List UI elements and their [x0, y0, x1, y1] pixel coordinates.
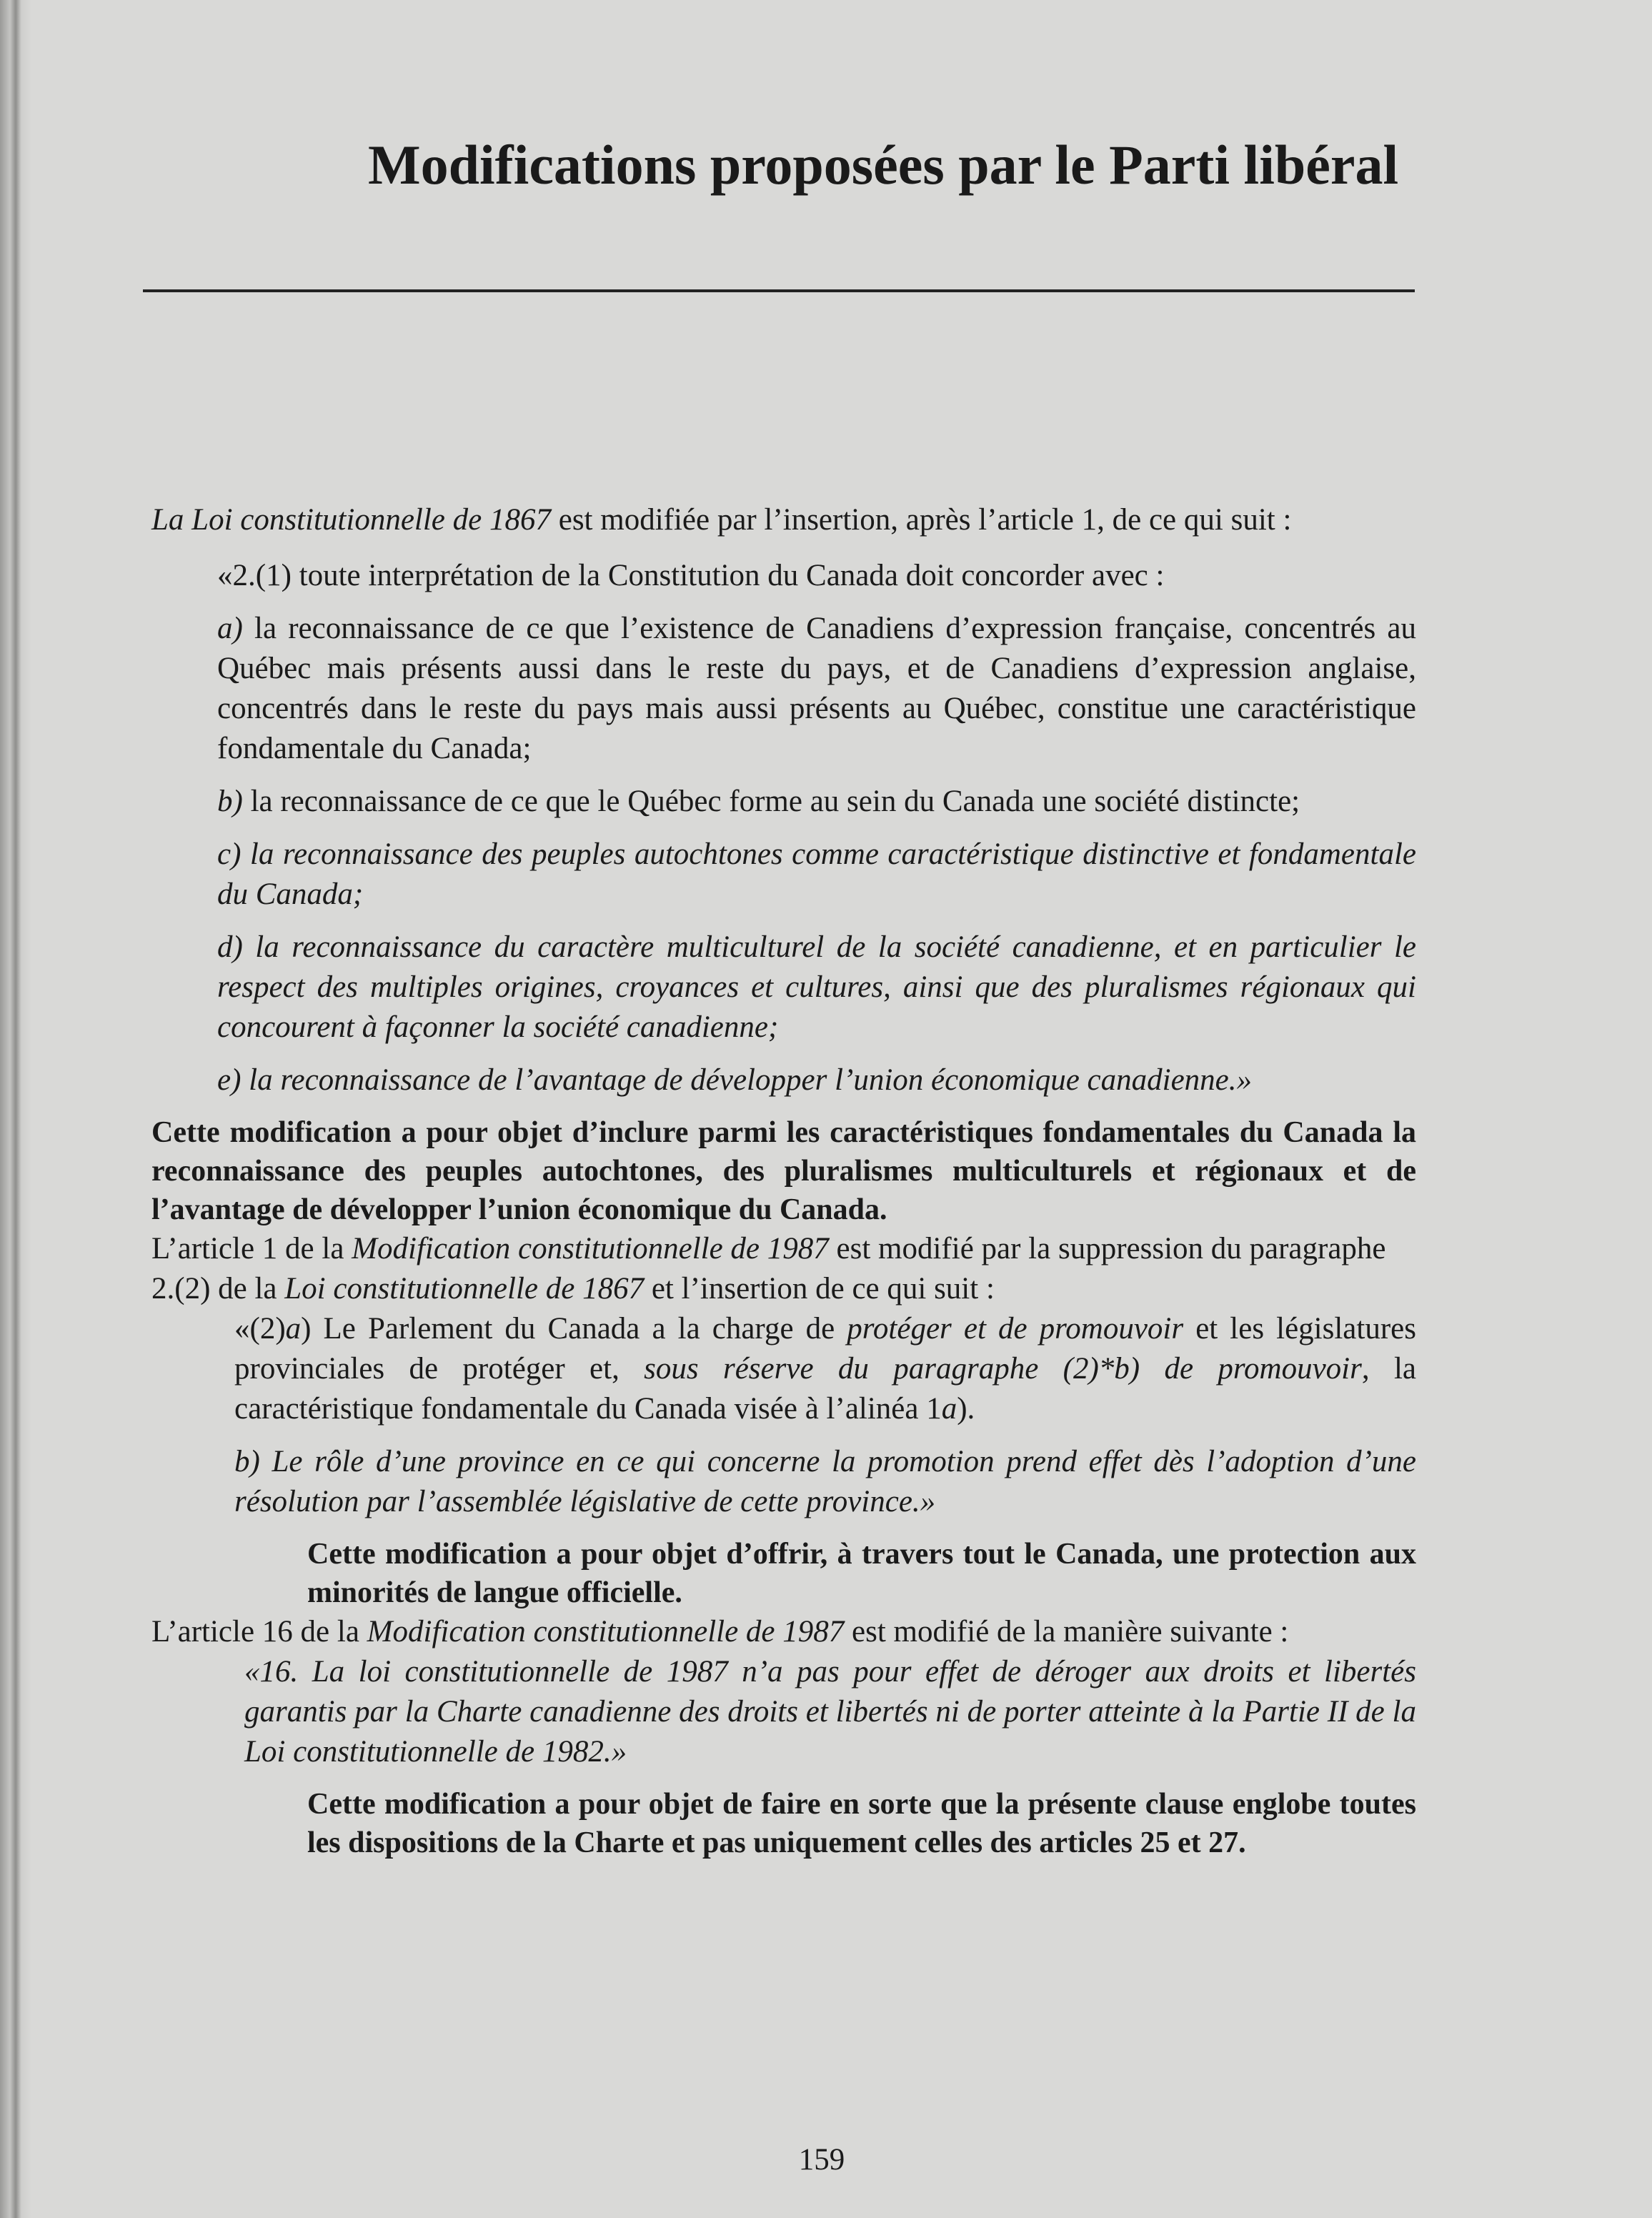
intro-text: est modifiée par l’insertion, après l’article 1, de ce qui suit :	[550, 503, 1292, 537]
section-3-quote	[244, 1652, 1416, 1772]
quote-text: et les législatures provinciales de protéger et,	[234, 1312, 1416, 1386]
paragraph-2-1: «2.(1) toute interprétation de la Constitution du Canada doit concorder avec :	[217, 559, 1165, 592]
quote-text: protéger et de promouvoir	[847, 1312, 1184, 1346]
modification-reference: Modification constitutionnelle de 1987	[352, 1232, 829, 1265]
item-b	[217, 782, 1416, 822]
quote-text: a	[285, 1312, 302, 1346]
quote-text: ).	[957, 1392, 975, 1426]
item-label: a)	[217, 612, 243, 645]
section-2-note: Cette modification a pour objet d’offrir, à travers tout le Canada, une protection aux minorités de langue officielle.	[307, 1538, 1416, 1609]
intro-text: est modifié de la manière suivante :	[844, 1615, 1289, 1648]
quote-text: a	[941, 1392, 957, 1426]
section-3-note: Cette modification a pour objet de faire en sorte que la présente clause englobe toutes les dispositions de la Charte et pas uniquement celles des articles 25 et 27.	[307, 1788, 1416, 1859]
item-text: la reconnaissance de ce que le Québec forme au sein du Canada une société distincte;	[242, 785, 1300, 818]
title-rule	[143, 289, 1415, 292]
section-2-intro	[151, 1229, 1416, 1309]
item-e: e) la reconnaissance de l’avantage de développer l’union économique canadienne.»	[217, 1063, 1252, 1097]
intro-text: et l’insertion de ce qui suit :	[644, 1272, 995, 1306]
article-16: «16. La loi constitutionnelle de 1987 n’a pas pour effet de déroger aux droits et libertés garantis par la Charte canadienne des droits et libertés ni de porter atteinte à la Partie II de la Loi constitutionnelle de 1982.»	[244, 1655, 1416, 1769]
item-text: la reconnaissance de ce que l’existence de Canadiens d’expression française, concentrés au Québec mais présents aussi dans le reste du pays, et de Canadiens d’expression anglaise, concentrés dans le reste du pays mais aussi présents au Québec, constitue une caractéristique fondamentale du Canada;	[217, 612, 1416, 765]
law-reference: La Loi constitutionnelle de 1867	[151, 503, 551, 537]
section-3-intro	[151, 1612, 1416, 1652]
section-1-quote	[217, 556, 1416, 1100]
intro-text: L’article 16 de la	[151, 1615, 367, 1648]
item-d: d) la reconnaissance du caractère multiculturel de la société canadienne, et en particulier le respect des multiples origines, croyances et cultures, ainsi que des pluralismes régionaux qui concourent à façonner la société canadienne;	[217, 930, 1416, 1044]
paragraph-2a	[234, 1309, 1416, 1429]
intro-text: L’article 1 de la	[151, 1232, 352, 1265]
quote-text: , la caractéristique fondamentale du Canada visée à l’alinéa 1	[234, 1352, 1416, 1426]
quote-text: sous réserve du paragraphe (2)*b) de promouvoir	[644, 1352, 1362, 1386]
paragraph-2b: b) Le rôle d’une province en ce qui concerne la promotion prend effet dès l’adoption d’une résolution par l’assemblée législative de cette province.»	[234, 1445, 1416, 1518]
law-reference: Loi constitutionnelle de 1867	[284, 1272, 645, 1306]
quote-text: «(2)	[234, 1312, 286, 1346]
intro-text: est modifié par la suppression du paragraphe 2.(2) de la	[151, 1232, 1386, 1306]
section-2-quote	[234, 1309, 1416, 1522]
item-c: c) la reconnaissance des peuples autochtones comme caractéristique distinctive et fondamentale du Canada;	[217, 837, 1416, 911]
page-number: 159	[798, 2143, 845, 2177]
item-a	[217, 609, 1416, 769]
page-title: Modifications proposées par le Parti libéral	[368, 134, 1399, 197]
section-1-intro	[151, 500, 1416, 540]
quote-text: ) Le Parlement du Canada a la charge de	[301, 1312, 847, 1346]
section-1-note: Cette modification a pour objet d’inclure parmi les caractéristiques fondamentales du Canada la reconnaissance des peuples autochtones, des pluralismes multiculturels et régionaux et de l’avantage de développer l’union économique du Canada.	[151, 1116, 1416, 1226]
modification-reference: Modification constitutionnelle de 1987	[367, 1615, 845, 1648]
item-label: b)	[217, 785, 243, 818]
body-content	[151, 500, 1416, 1862]
